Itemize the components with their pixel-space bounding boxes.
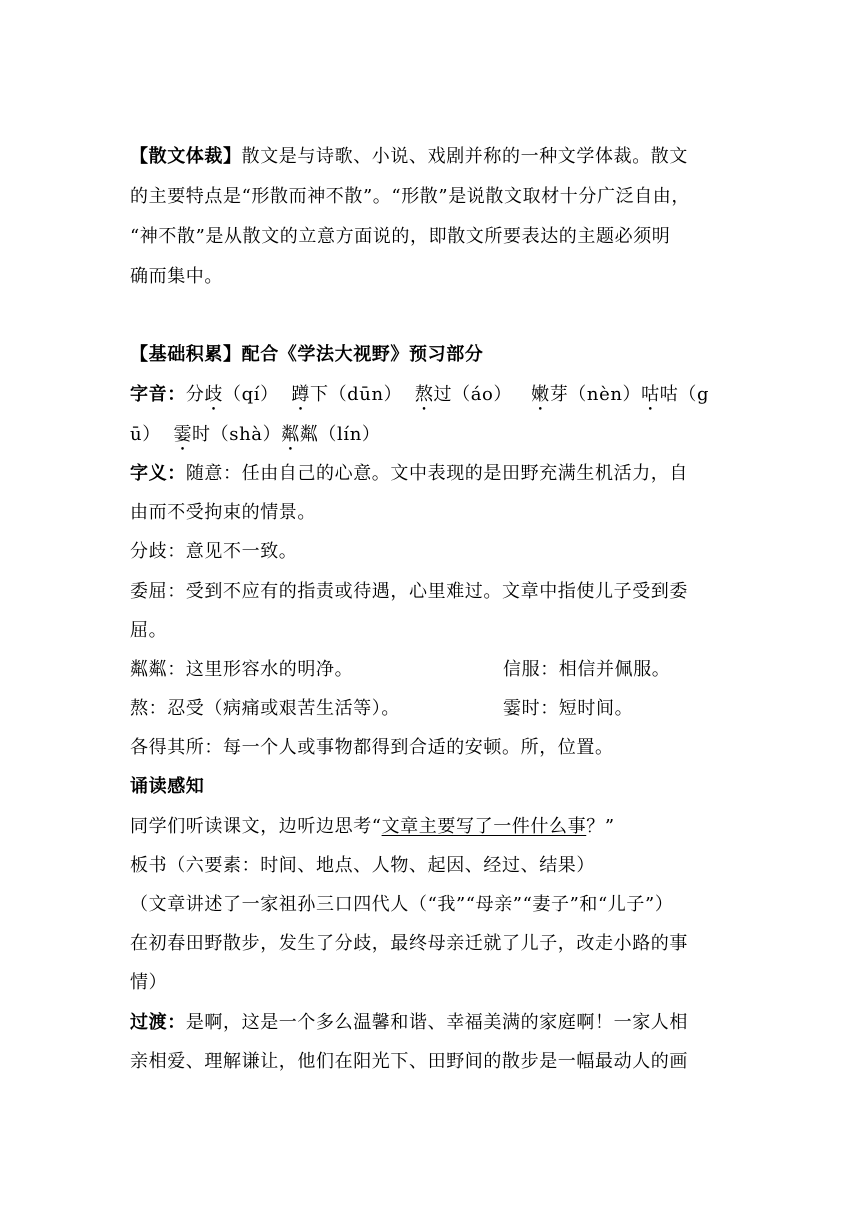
reading-line-3: （文章讲述了一家祖孙三口四代人（“我”“母亲”“妻子”和“儿子”） <box>130 894 674 915</box>
meaning-line-8: 各得其所：每一个人或事物都得到合适的安顿。所，位置。 <box>130 737 614 758</box>
reading-line-5: 情） <box>130 972 168 993</box>
transition-label: 过渡： <box>130 1012 186 1033</box>
meaning-line-5: 屈。 <box>130 620 168 641</box>
pronunciation-line-1: 字音：分歧（qí） 蹲下（dūn） 熬过（áo） 嫩芽（nèn）咕咕（g <box>130 384 710 405</box>
pronunciation-label: 字音： <box>130 384 186 405</box>
genre-line-1: 【散文体裁】散文是与诗歌、小说、戏剧并称的一种文学体裁。散文 <box>130 146 689 167</box>
genre-line-4: 确而集中。 <box>130 266 223 287</box>
meaning-label: 字义： <box>130 463 186 484</box>
reading-line-1: 同学们听读课文，边听边思考“文章主要写了一件什么事？” <box>130 816 615 837</box>
pronunciation-line-2: ū） 霎时（shà）粼粼（lín） <box>130 424 381 445</box>
genre-line-3: “神不散”是从散文的立意方面说的，即散文所要表达的主题必须明 <box>130 226 671 247</box>
genre-line-2: 的主要特点是“形散而神不散”。“形散”是说散文取材十分广泛自由， <box>130 186 691 207</box>
reading-line-4: 在初春田野散步，发生了分歧，最终母亲迁就了儿子，改走小路的事 <box>130 933 688 954</box>
meaning-line-6-col2: 信服：相信并佩服。 <box>503 659 671 680</box>
transition-line-2: 亲相爱、理解谦让，他们在阳光下、田野间的散步是一幅最动人的画 <box>130 1051 688 1072</box>
genre-heading: 【散文体裁】 <box>130 146 242 167</box>
reading-question: 文章主要写了一件什么事 <box>381 816 587 837</box>
meaning-line-2: 由而不受拘束的情景。 <box>130 502 316 523</box>
meaning-line-7: 熬：忍受（病痛或艰苦生活等）。 <box>130 698 400 719</box>
meaning-line-1: 字义：随意：任由自己的心意。文中表现的是田野充满生机活力，自 <box>130 463 689 484</box>
meaning-line-6: 粼粼：这里形容水的明净。 <box>130 659 354 680</box>
transition-line-1: 过渡：是啊，这是一个多么温馨和谐、幸福美满的家庭啊！一家人相 <box>130 1012 689 1033</box>
meaning-line-7-col2: 霎时：短时间。 <box>503 698 634 719</box>
meaning-line-3: 分歧：意见不一致。 <box>130 541 298 562</box>
basics-heading: 【基础积累】配合《学法大视野》预习部分 <box>130 344 484 365</box>
reading-heading: 诵读感知 <box>130 776 205 797</box>
meaning-line-4: 委屈：受到不应有的指责或待遇，心里难过。文章中指使儿子受到委 <box>130 581 688 602</box>
reading-line-2: 板书（六要素：时间、地点、人物、起因、经过、结果） <box>130 855 595 876</box>
